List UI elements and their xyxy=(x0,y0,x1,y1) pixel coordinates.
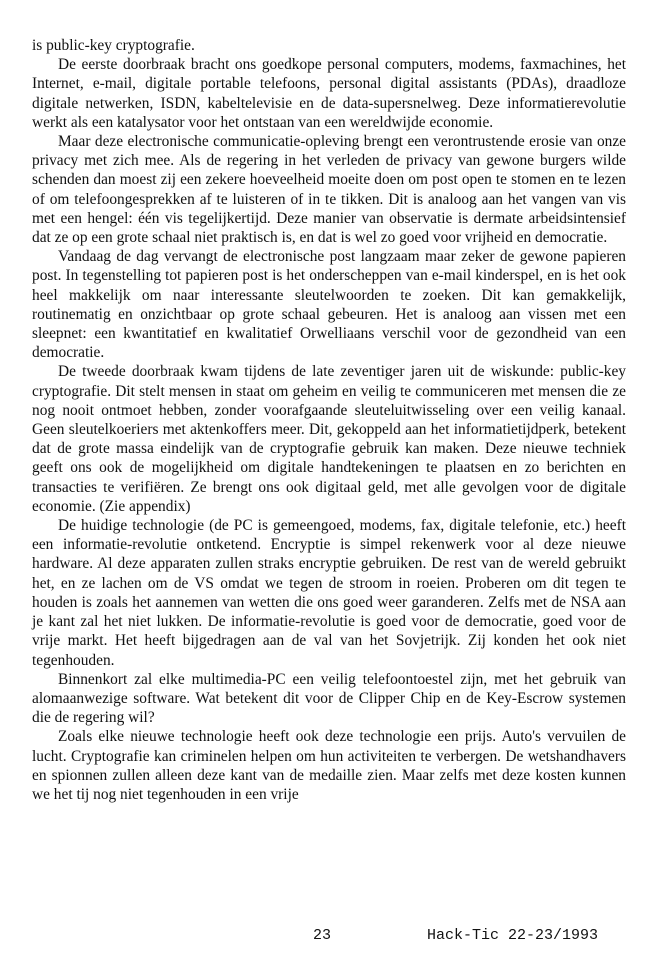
page-footer xyxy=(0,927,652,947)
paragraph-first-breakthrough: De eerste doorbraak bracht ons goedkope personal computers, modems, faxmachines, het Internet, e-mail, digitale portable telefoons, personal digital assistants (PDAs), draadloze digitale netwerken, ISDN, kabeltelevisie en de data-supersnelweg. Deze informatierevolutie werkt als een katalysator voor het ontstaan van een wereldwijde economie. xyxy=(32,56,626,131)
paragraph-second-breakthrough: De tweede doorbraak kwam tijdens de late zeventiger jaren uit de wiskunde: public-key cryptografie. Dit stelt mensen in staat om geheim en veilig te communiceren met mensen die ze nog nooit ontmoet hebben, zonder voorafgaande sleuteluitwisseling over een veilig kanaal. Geen sleutelkoeriers met aktenkoffers meer. Dit, gekoppeld aan het informatietijdperk, betekent dat de grote massa eindelijk van de cryptografie gebruik kan maken. Deze nieuwe techniek geeft ons ook de mogelijkheid om digitale handtekeningen te plaatsen en zo berichten en transacties te verifiëren. Ze brengt ons ook digitaal geld, met alle gevolgen voor de digitale economie. (Zie appendix) xyxy=(32,363,626,515)
paragraph-current-technology: De huidige technologie (de PC is gemeengoed, modems, fax, digitale telefonie, etc.) heeft een informatie-revolutie ontketend. Encryptie is simpel rekenwerk voor al deze nieuwe hardware. Al deze apparaten zullen straks encryptie gebruiken. De rest van de wereld gebruikt het, en ze lachen om de VS omdat we tegen de stroom in roeien. Proberen om dit tegen te houden is zoals het aannemen van wetten die ons goed weer garanderen. Zelfs met de NSA aan je kant zal het niet lukken. De informatie-revolutie is goed voor de democratie, goed voor de vrije markt. Het heeft bijgedragen aan de val van het Sovjetrijk. Zij konden het ook niet tegenhouden. xyxy=(32,517,626,669)
paragraph-multimedia-pc: Binnenkort zal elke multimedia-PC een veilig telefoontoestel zijn, met het gebruik van alomaanwezige software. Wat betekent dit voor de Clipper Chip en de Key-Escrow systemen die de regering wil? xyxy=(32,670,626,727)
page-number: 23 xyxy=(313,927,332,944)
paragraph-technology-cost: Zoals elke nieuwe technologie heeft ook deze technologie een prijs. Auto's vervuilen de lucht. Cryptografie kan criminelen helpen om hun activiteiten te verbergen. De wetshandhavers en spionnen zullen alleen deze kant van de medaille zien. Maar zelfs met deze kosten kunnen we het tij nog niet tegenhouden in een vrije xyxy=(32,728,626,803)
paragraph-email-interception: Vandaag de dag vervangt de electronische post langzaam maar zeker de gewone papieren post. In tegenstelling tot papieren post is het onderscheppen van e-mail kinderspel, en is het ook heel makkelijk om naar interessante sleutelwoorden te zoeken. Dit kan gemakkelijk, routinematig en onzichtbaar op grote schaal gebeuren. Het is analoog aan vissen met een sleepnet: een kwantitatief en kwalitatief Orwelliaans verschil voor de gezondheid van een democratie. xyxy=(32,248,626,362)
paragraph-privacy-erosion: Maar deze electronische communicatie-opleving brengt een verontrustende erosie van onze privacy met zich mee. Als de regering in het verleden de privacy van gewone burgers wilde schenden dan moest zij een zekere hoeveelheid moeite doen om post open te stomen en te lezen of om telefoongesprekken af te luisteren of in te tikken. Dit is analoog aan het vangen van vis met een hengel: één vis tegelijkertijd. Deze manier van observatie is dermate arbeidsintensief dat ze op een grote schaal niet praktisch is, en dat is wel zo goed voor vrijheid en democratie. xyxy=(32,133,626,247)
article-body xyxy=(32,36,626,804)
publication-info: Hack-Tic 22-23/1993 xyxy=(427,927,599,944)
paragraph-continuation: is public-key cryptografie. xyxy=(32,37,195,54)
